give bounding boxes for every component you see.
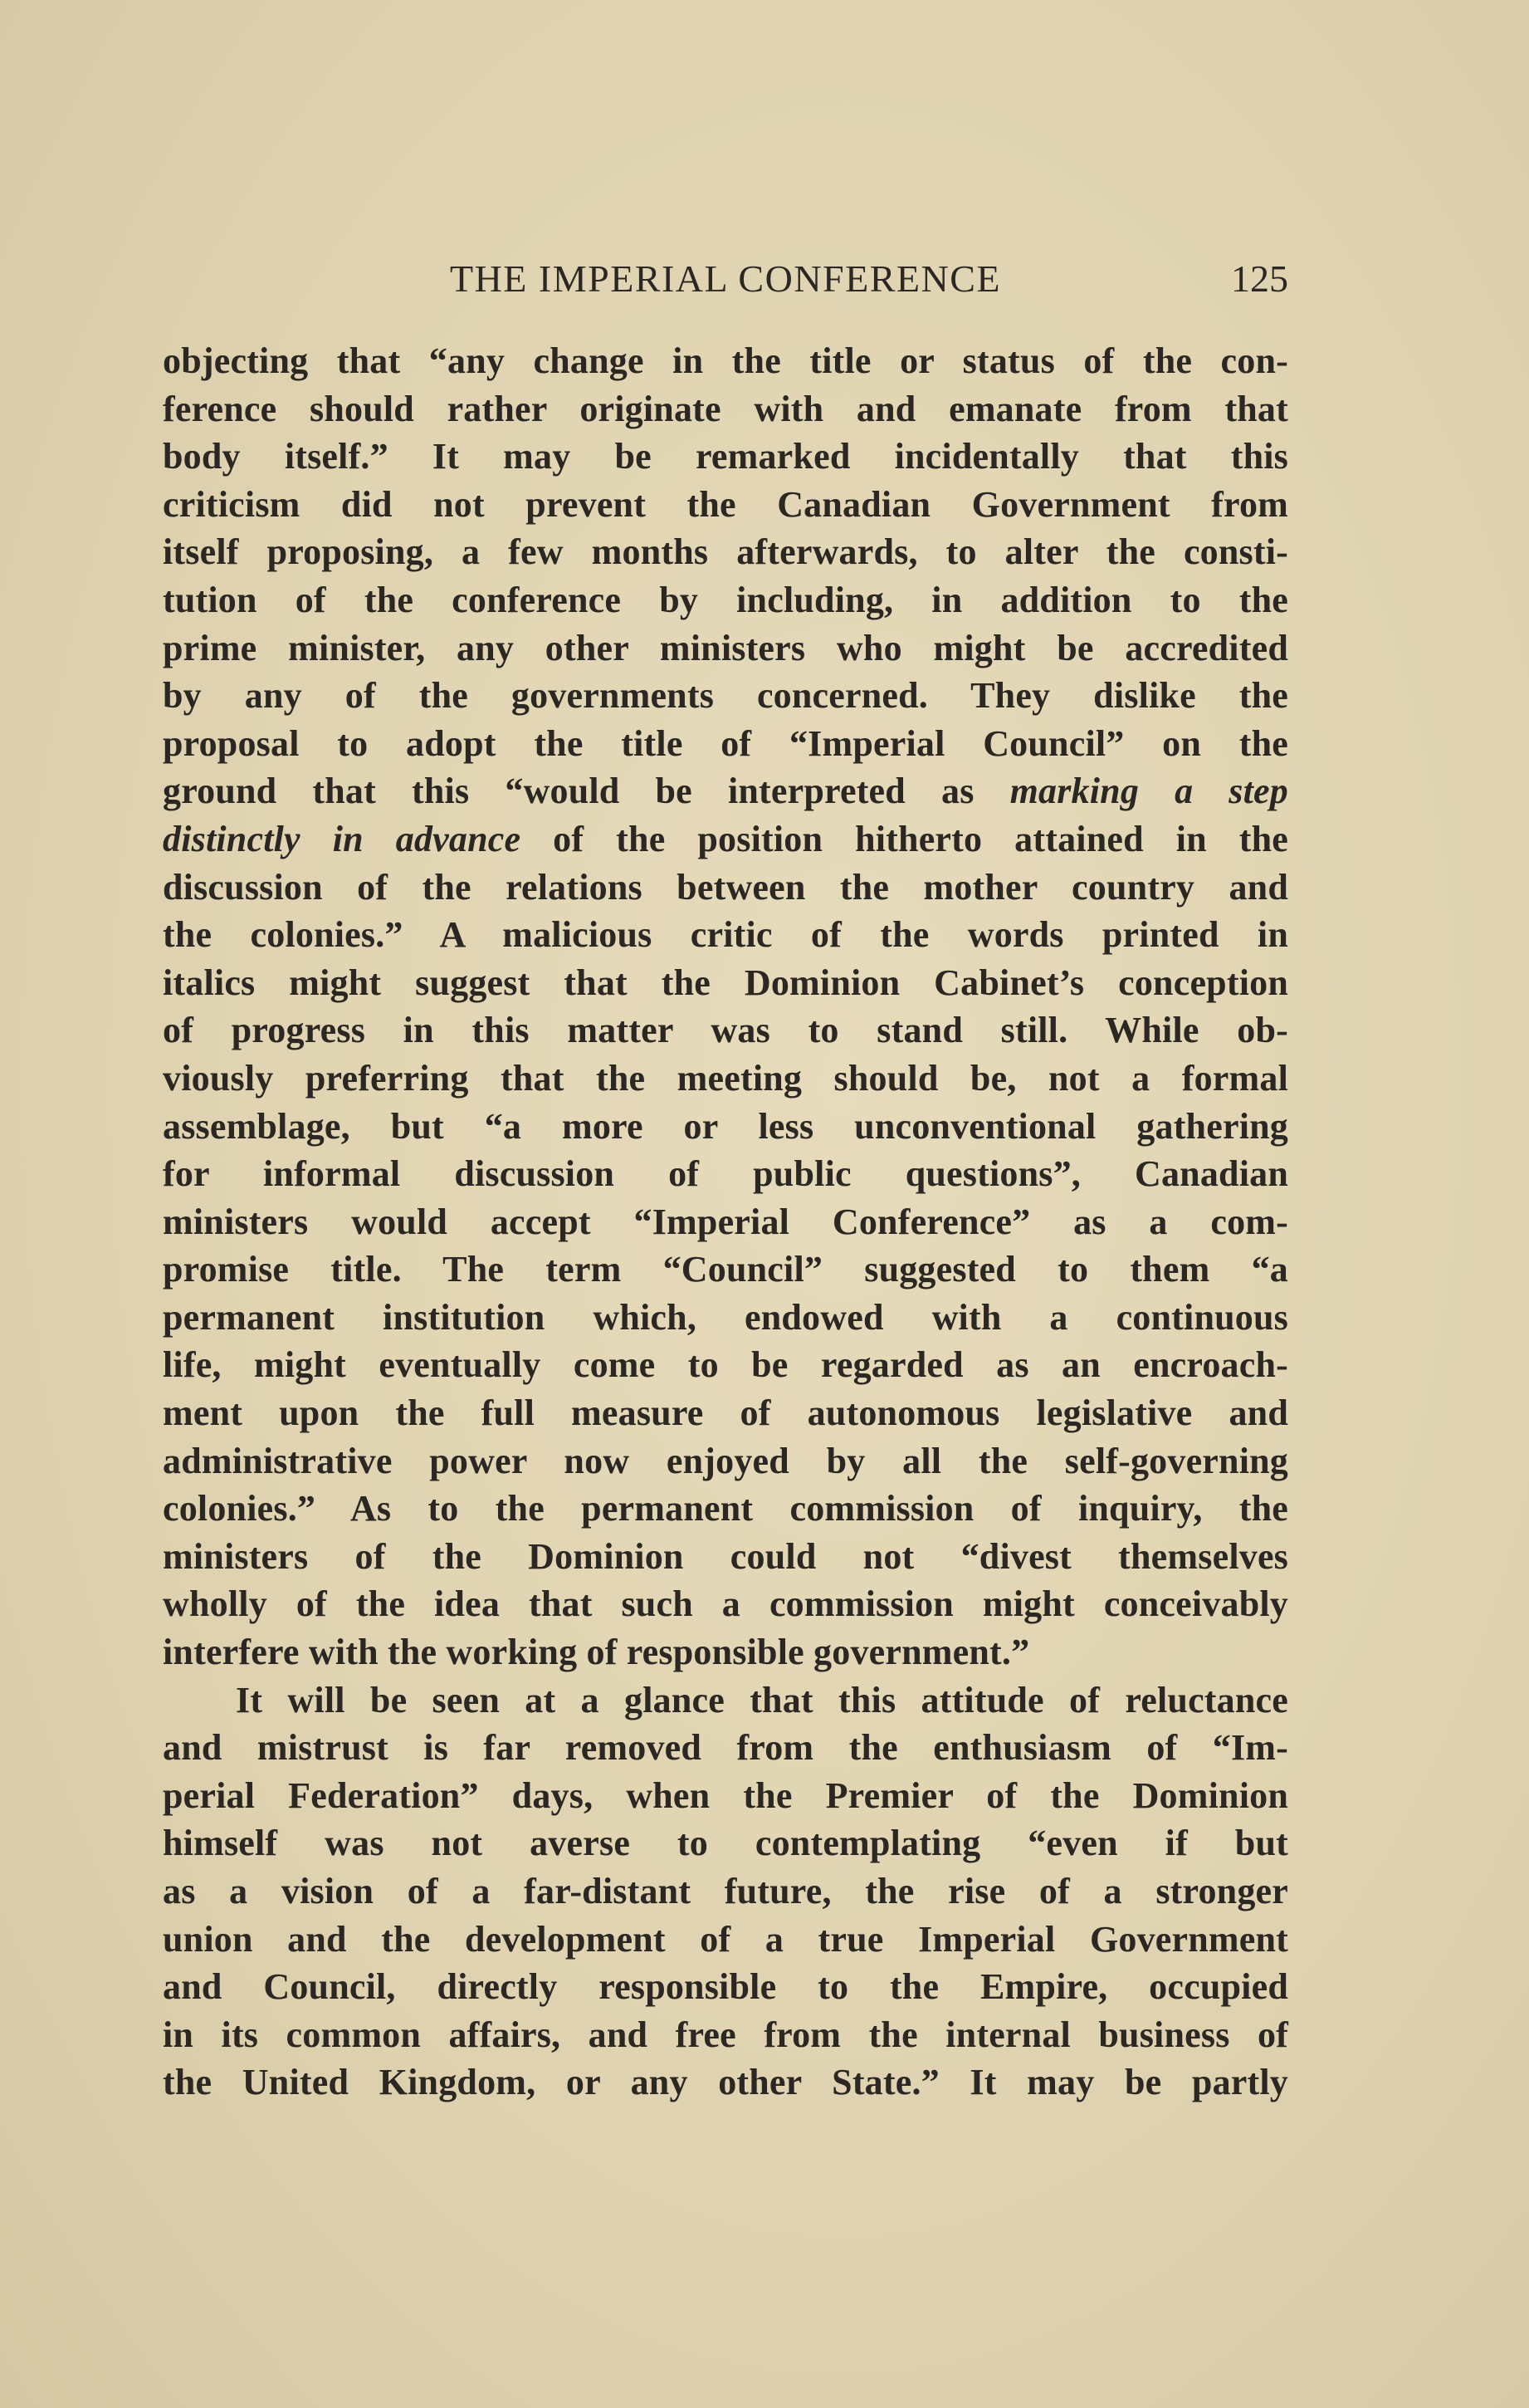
text-line: as a vision of a far-distant future, the rise of a stronger bbox=[163, 1871, 1288, 1911]
text-line: distinctly in advance of the position hitherto attained in the bbox=[163, 818, 1288, 859]
text-line: for informal discussion of public questions”, Canadian bbox=[163, 1153, 1288, 1195]
text-line: ground that this “would be interpreted as marking a step bbox=[163, 771, 1288, 812]
text-line: ministers of the Dominion could not “divest themselves bbox=[163, 1535, 1288, 1577]
text-line: himself was not averse to contemplating “even if but bbox=[163, 1823, 1288, 1864]
text-line: assemblage, but “a more or less unconventional gathering bbox=[163, 1105, 1288, 1147]
text-line: criticism did not prevent the Canadian Government from bbox=[163, 483, 1288, 525]
paragraph-end-line: interfere with the working of responsible government.” bbox=[163, 1632, 1030, 1673]
text-line: in its common affairs, and free from the internal business of bbox=[163, 2014, 1288, 2055]
text-line: objecting that “any change in the title or status of the con- bbox=[163, 340, 1288, 381]
text-line: by any of the governments concerned. They dislike the bbox=[163, 675, 1288, 717]
text-line: colonies.” As to the permanent commission of inquiry, the bbox=[163, 1488, 1288, 1529]
text-line: ment upon the full measure of autonomous legislative and bbox=[163, 1392, 1288, 1434]
text-line: wholly of the idea that such a commission might conceivably bbox=[163, 1583, 1288, 1625]
text-line: itself proposing, a few months afterwards, to alter the consti- bbox=[163, 531, 1288, 573]
text-line: the United Kingdom, or any other State.” It may be partly bbox=[163, 2062, 1288, 2103]
text-line: and mistrust is far removed from the enthusiasm of “Im- bbox=[163, 1727, 1288, 1769]
text-line: italics might suggest that the Dominion Cabinet’s conception bbox=[163, 962, 1288, 1003]
text-line: of progress in this matter was to stand still. While ob- bbox=[163, 1010, 1288, 1051]
running-head bbox=[163, 254, 1288, 304]
text-line: proposal to adopt the title of “Imperial Council” on the bbox=[163, 722, 1288, 764]
text-line: ference should rather originate with and emanate from that bbox=[163, 388, 1288, 429]
text-line: prime minister, any other ministers who might be accredited bbox=[163, 627, 1288, 668]
text-line: body itself.” It may be remarked incidentally that this bbox=[163, 436, 1288, 477]
text-line: administrative power now enjoyed by all the self-governing bbox=[163, 1440, 1288, 1481]
text-line: discussion of the relations between the mother country and bbox=[163, 866, 1288, 908]
text-line: perial Federation” days, when the Premier of the Dominion bbox=[163, 1774, 1288, 1816]
body-text bbox=[163, 337, 1288, 2107]
text-line: ministers would accept “Imperial Conference” as a com- bbox=[163, 1201, 1288, 1242]
text-line: viously preferring that the meeting should be, not a formal bbox=[163, 1057, 1288, 1099]
text-line: permanent institution which, endowed with a continuous bbox=[163, 1296, 1288, 1338]
italic-emphasis: distinctly in advance bbox=[163, 818, 521, 859]
paragraph-start-line: It will be seen at a glance that this attitude of reluctance bbox=[236, 1679, 1288, 1720]
text-line: union and the development of a true Imperial Government bbox=[163, 1918, 1288, 1960]
running-title: THE IMPERIAL CONFERENCE bbox=[449, 257, 1001, 300]
text-line: the colonies.” A malicious critic of the words printed in bbox=[163, 914, 1288, 956]
text-line: tution of the conference by including, in addition to the bbox=[163, 579, 1288, 620]
italic-emphasis: marking a step bbox=[1009, 771, 1288, 812]
text-line: promise title. The term “Council” suggested to them “a bbox=[163, 1249, 1288, 1290]
page-number: 125 bbox=[1231, 257, 1288, 300]
text-line: life, might eventually come to be regarded as an encroach- bbox=[163, 1344, 1288, 1386]
text-line: and Council, directly responsible to the Empire, occupied bbox=[163, 1966, 1288, 2008]
